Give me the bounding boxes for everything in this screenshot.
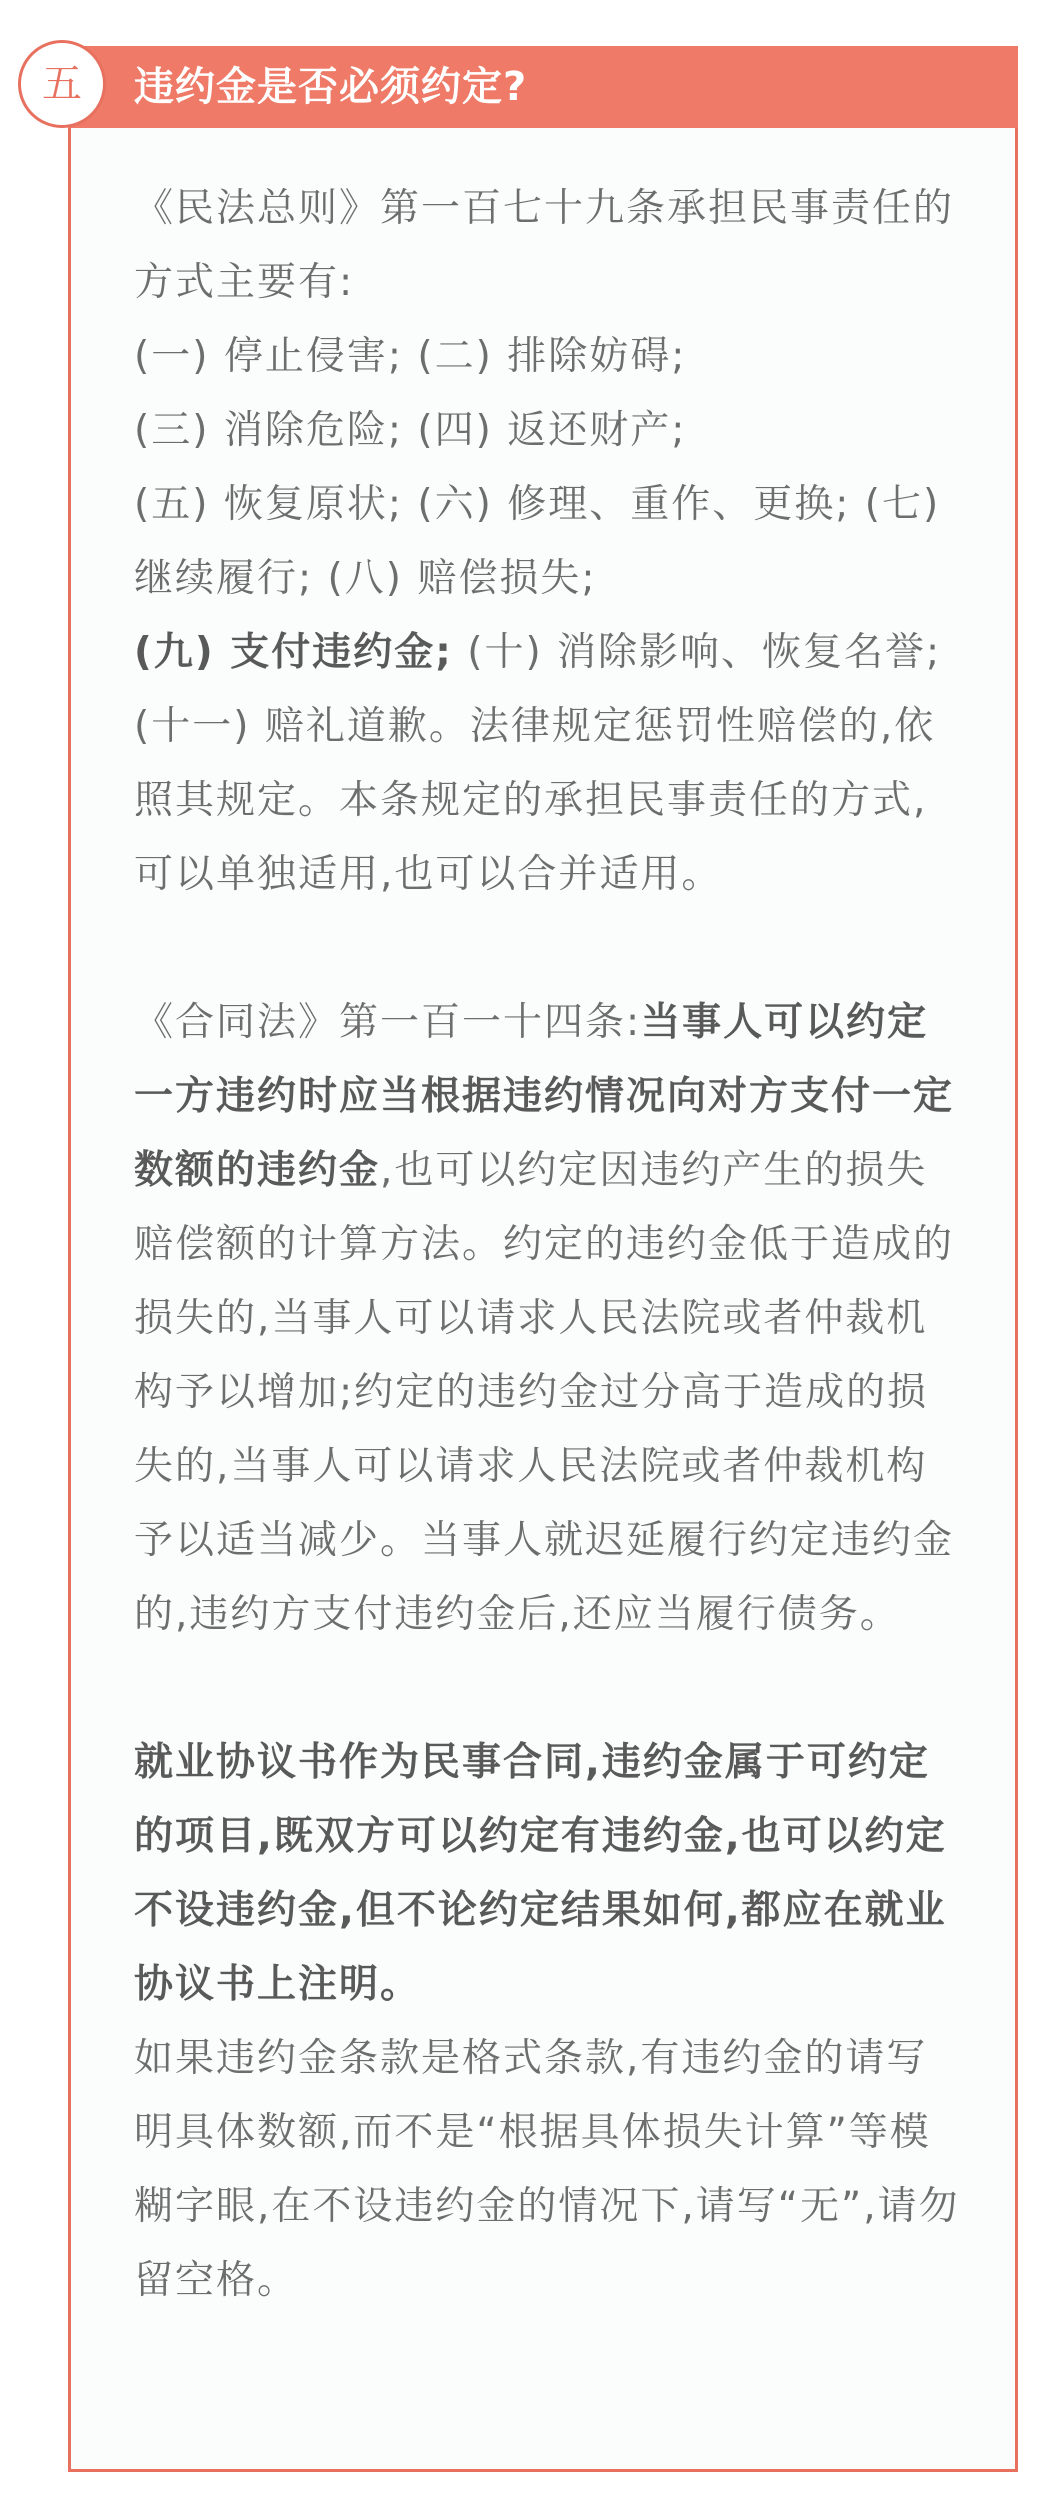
section-title: 违约金是否必须约定? bbox=[134, 64, 528, 110]
civil-code-item-line-1: (一) 停止侵害; (二) 排除妨碍; bbox=[134, 334, 687, 379]
contract-law-rest: ,也可以约定因违约产生的损失赔偿额的计算方法。约定的违约金低于造成的损失的,当事人可以请求人民法院或者仲裁机构予以增加;约定的违约金过分高于造成的损失的,当事人可以请求人民法院或者仲裁机构予以适当减少。当事人就迟延履行约定违约金的,违约方支付违约金后,还应当履行债务。 bbox=[134, 1148, 955, 1637]
section-body bbox=[134, 172, 962, 2318]
civil-code-item-line-3: (五) 恢复原状; (六) 修理、重作、更换; (七) 继续履行; (八) 赔偿损失; bbox=[134, 482, 941, 601]
employment-agreement-rest: 如果违约金条款是格式条款,有违约金的请写明具体数额,而不是“根据具体损失计算”等模糊字眼,在不设违约金的情况下,请写“无”,请勿留空格。 bbox=[134, 2036, 960, 2303]
contract-law-bold-text: 当事人可以约定一方违约时应当根据违约情况向对方支付一定数额的违约金 bbox=[134, 1000, 955, 1193]
contract-law-lead: 《合同法》第一百一十四条: bbox=[134, 1000, 642, 1045]
civil-code-item-rest: (十) 消除影响、恢复名誉; (十一) 赔礼道歉。法律规定惩罚性赔偿的,依照其规定。本条规定的承担民事责任的方式,可以单独适用,也可以合并适用。 bbox=[134, 630, 942, 897]
paragraph-spacer bbox=[134, 912, 962, 986]
employment-agreement-bold-text: 就业协议书作为民事合同,违约金属于可约定的项目,既双方可以约定有违约金,也可以约定不设违约金,但不论约定结果如何,都应在就业协议书上注明。 bbox=[134, 1740, 947, 2007]
paragraph-spacer bbox=[134, 1652, 962, 1726]
civil-code-intro: 《民法总则》第一百七十九条承担民事责任的方式主要有: bbox=[134, 186, 955, 305]
contract-law-paragraph bbox=[134, 986, 962, 1652]
civil-code-item-penalty: (九) 支付违约金; bbox=[134, 630, 453, 675]
civil-code-item-line-2: (三) 消除危险; (四) 返还财产; bbox=[134, 408, 687, 453]
civil-code-paragraph bbox=[134, 172, 962, 912]
section-number-badge: 五 bbox=[18, 40, 106, 128]
employment-agreement-paragraph bbox=[134, 1726, 962, 2318]
